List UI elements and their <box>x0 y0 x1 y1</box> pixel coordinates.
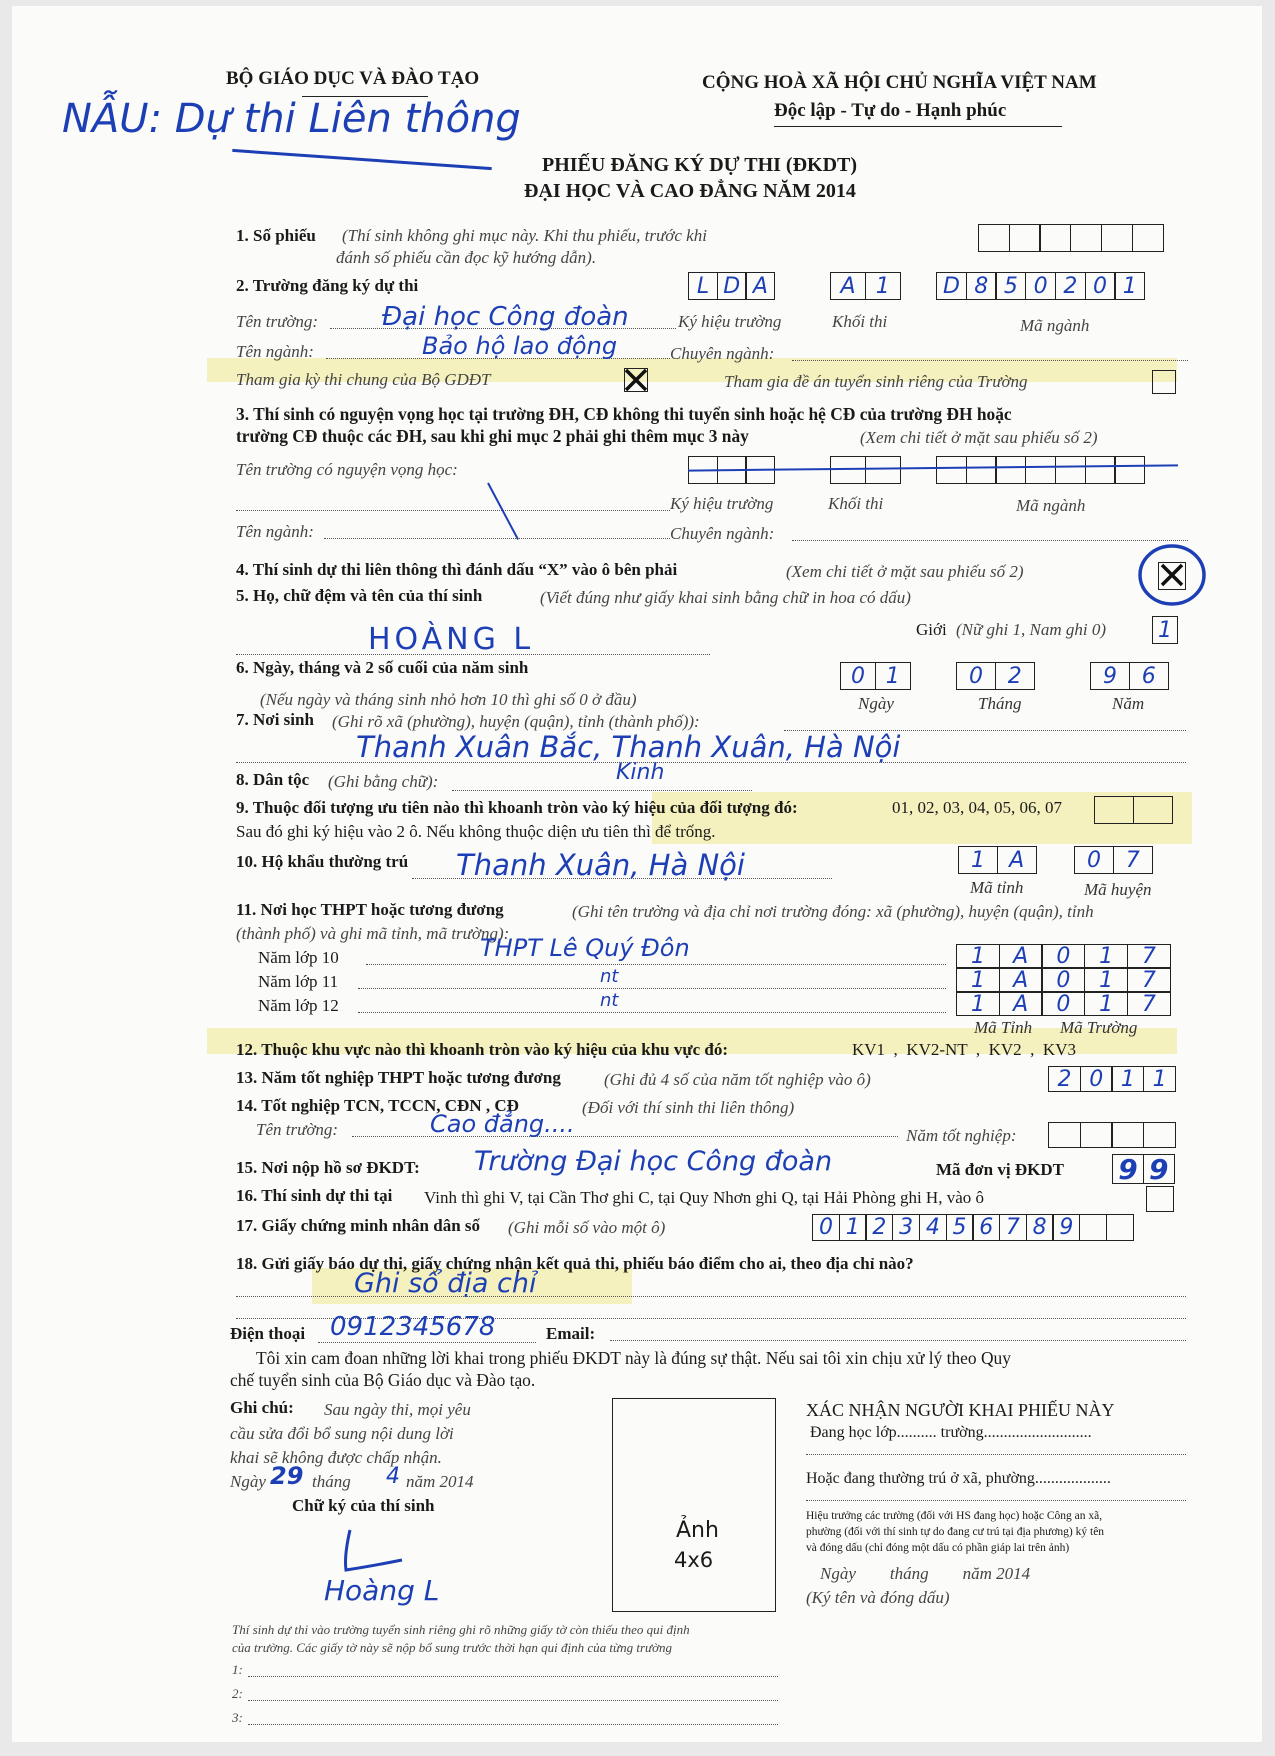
school-name-value[interactable]: Đại học Công đoàn <box>382 302 629 332</box>
signature-mark <box>332 1526 412 1576</box>
s1-label: 1. Số phiếu <box>236 226 316 245</box>
id-digit: 4 <box>919 1214 947 1241</box>
code-char: 1 <box>956 944 1000 968</box>
sign-date-month[interactable]: 4 <box>386 1464 400 1489</box>
code-char: 1 <box>1084 968 1128 992</box>
signature-text: Hoàng L <box>324 1574 440 1607</box>
submission-place[interactable]: Trường Đại học Công đoàn <box>474 1146 833 1177</box>
major-code-char: 1 <box>1114 272 1145 300</box>
note-line3: khai sẽ không được chấp nhận. <box>230 1448 442 1467</box>
id-digit: 3 <box>892 1214 920 1241</box>
day-digit: 0 <box>840 662 876 690</box>
major-name-value[interactable]: Bảo hộ lao động <box>422 332 618 360</box>
registration-form <box>12 6 1262 1742</box>
month-digit: 2 <box>995 662 1035 690</box>
mailing-address[interactable]: Ghi sổ địa chỉ <box>354 1268 537 1299</box>
code-char: 0 <box>1041 944 1085 968</box>
ministry: BỘ GIÁO DỤC VÀ ĐÀO TẠO <box>226 68 480 89</box>
confirm-title: XÁC NHẬN NGƯỜI KHAI PHIẾU NÀY <box>806 1400 1115 1420</box>
block-label: Khối thi <box>832 312 888 331</box>
school-code-char: D <box>717 272 747 300</box>
s1-note1: (Thí sinh không ghi mục này. Khi thu phiếu, trước khi <box>342 226 707 245</box>
confirm-small2: phường (đối với thí sinh tự do đang cư trú tại địa phương) ký tên <box>806 1526 1105 1538</box>
sign-date-day[interactable]: 29 <box>270 1462 304 1490</box>
province-code-caption: Mã Tỉnh <box>974 1018 1033 1037</box>
grad-year-digit: 0 <box>1080 1066 1113 1092</box>
candidate-name[interactable]: HOÀNG L <box>368 622 535 657</box>
grade11-code-boxes[interactable] <box>956 968 1170 992</box>
block-boxes[interactable] <box>830 272 899 300</box>
s10-label: 10. Hộ khẩu thường trú <box>236 852 409 871</box>
s11-line1: 11. Nơi học THPT hoặc tương đương <box>236 900 504 919</box>
confirm-small3: và đóng dấu (chỉ đóng một dấu có phần giáp lai trên ảnh) <box>806 1542 1070 1554</box>
school-code-char: A <box>745 272 775 300</box>
s14-school-label: Tên trường: <box>256 1120 339 1139</box>
code-char: 1 <box>1084 944 1128 968</box>
s3-major-code-boxes[interactable] <box>936 456 1144 484</box>
s15-label: 15. Nơi nộp hồ sơ ĐKDT: <box>236 1158 420 1177</box>
s9-line1: 9. Thuộc đối tượng ưu tiên nào thì khoanh tròn vào ký hiệu của đối tượng đó: <box>236 798 798 817</box>
own-exam-checkbox[interactable] <box>1152 370 1176 394</box>
grade12-label: Năm lớp 12 <box>258 996 339 1015</box>
grade11-label: Năm lớp 11 <box>258 972 339 991</box>
gender-box[interactable] <box>1152 616 1177 644</box>
gender-value: 1 <box>1152 616 1178 644</box>
unit-digit: 9 <box>1112 1154 1144 1184</box>
s17-note: (Ghi mỗi số vào một ô) <box>508 1218 666 1237</box>
footer-line-item-3 <box>248 1724 778 1725</box>
year-label: Năm <box>1112 694 1145 713</box>
grad-year-boxes[interactable] <box>1048 1066 1175 1092</box>
s3-block-label: Khối thi <box>828 494 884 513</box>
s13-label: 13. Năm tốt nghiệp THPT hoặc tương đương <box>236 1068 561 1087</box>
motto-underline <box>774 126 1062 127</box>
country-name: CỘNG HOÀ XÃ HỘI CHỦ NGHĨA VIỆT NAM <box>702 72 1097 93</box>
id-digit: 9 <box>1052 1214 1080 1241</box>
id-digit: 6 <box>972 1214 1000 1241</box>
birth-day-boxes[interactable] <box>840 662 909 690</box>
s3-line1: 3. Thí sinh có nguyện vọng học tại trường ĐH, CĐ không thi tuyển sinh hoặc hệ CĐ của trường ĐH hoặc <box>236 404 1012 424</box>
footer-item-3: 3: <box>232 1710 243 1725</box>
grade11-line <box>358 988 946 989</box>
s18-label: 18. Gửi giấy báo dự thi, giấy chứng nhận kết quả thi, phiếu báo điểm cho ai, theo địa chỉ nào? <box>236 1254 914 1273</box>
school-code-char: L <box>688 272 718 300</box>
phone-label: Điện thoại <box>230 1324 306 1343</box>
s8-note: (Ghi bằng chữ): <box>328 772 439 791</box>
sign-date-year: năm 2014 <box>406 1472 474 1491</box>
day-digit: 1 <box>875 662 911 690</box>
footer-item-1: 1: <box>232 1662 243 1677</box>
grad-year-digit: 1 <box>1111 1066 1144 1092</box>
month-label: Tháng <box>978 694 1022 713</box>
s3-block-boxes[interactable] <box>830 456 899 484</box>
id-digit: 2 <box>865 1214 893 1241</box>
note-line2: cầu sửa đổi bổ sung nội dung lời <box>230 1424 454 1443</box>
grade10-label: Năm lớp 10 <box>258 948 339 967</box>
email-label: Email: <box>546 1324 596 1343</box>
x-mark-icon <box>620 364 652 396</box>
residence-value[interactable]: Thanh Xuân, Hà Nội <box>456 848 745 882</box>
code-char: 7 <box>1127 992 1171 1016</box>
province-code-label: Mã tỉnh <box>970 878 1024 897</box>
s6-label: 6. Ngày, tháng và 2 số cuối của năm sinh <box>236 658 529 677</box>
ethnicity-value[interactable]: Kinh <box>616 760 665 785</box>
footer-line1: Thí sinh dự thi vào trường tuyển sinh riêng ghi rõ những giấy tờ còn thiếu theo qui định <box>232 1622 690 1637</box>
photo-placeholder[interactable] <box>612 1398 776 1612</box>
s7-label: 7. Nơi sinh <box>236 710 314 729</box>
month-digit: 0 <box>956 662 996 690</box>
day-label: Ngày <box>858 694 894 713</box>
grad-year-digit: 2 <box>1048 1066 1081 1092</box>
id-number-boxes[interactable] <box>812 1214 1132 1241</box>
x-mark-icon <box>1136 540 1208 610</box>
major-code-char: 0 <box>1085 272 1116 300</box>
school-code-caption: Mã Trường <box>1060 1018 1138 1037</box>
pledge-line1: Tôi xin cam đoan những lời khai trong phiếu ĐKDT này là đúng sự thật. Nếu sai tôi xin chịu xử lý theo Quy <box>256 1348 1011 1368</box>
province-char: 1 <box>958 846 998 874</box>
grade10-line <box>366 964 946 965</box>
s4-label: 4. Thí sinh dự thi liên thông thì đánh dấu “X” vào ô bên phải <box>236 560 678 579</box>
major-code-boxes[interactable] <box>936 272 1144 300</box>
photo-size: 4x6 <box>674 1548 714 1572</box>
code-char: 1 <box>956 968 1000 992</box>
s5-label: 5. Họ, chữ đệm và tên của thí sinh <box>236 586 483 605</box>
s16-label: 16. Thí sinh dự thi tại <box>236 1186 393 1205</box>
id-digit: 7 <box>999 1214 1027 1241</box>
s11-line1-note: (Ghi tên trường và địa chỉ nơi trường đóng: xã (phường), huyện (quận), tỉnh <box>572 902 1094 921</box>
confirm-blank-2 <box>806 1500 1186 1501</box>
s14-label: 14. Tốt nghiệp TCN, TCCN, CĐN , CĐ <box>236 1096 519 1115</box>
id-digit <box>1079 1214 1107 1241</box>
year-digit: 6 <box>1129 662 1169 690</box>
sign-date-month-label: tháng <box>312 1472 351 1491</box>
s3-code-label: Ký hiệu trường <box>670 494 774 513</box>
confirm-blank-1 <box>806 1454 1186 1455</box>
s3-major-line <box>324 538 670 539</box>
email-line <box>610 1340 1186 1341</box>
major-name-label: Tên ngành: <box>236 342 314 361</box>
strike-diagonal <box>487 483 519 540</box>
s3-spec-line <box>792 540 1188 541</box>
school-code-label: Ký hiệu trường <box>678 312 782 331</box>
form-title: PHIẾU ĐĂNG KÝ DỰ THI (ĐKDT) <box>542 154 858 176</box>
common-exam-label: Tham gia kỳ thi chung của Bộ GDĐT <box>236 370 491 389</box>
photo-label: Ảnh <box>676 1518 719 1543</box>
priority-boxes[interactable] <box>1094 796 1171 824</box>
s3-line2: trường CĐ thuộc các ĐH, sau khi ghi mục 2 phải ghi thêm mục 3 này <box>236 426 749 446</box>
s14-year-label: Năm tốt nghiệp: <box>906 1126 1017 1145</box>
motto: Độc lập - Tự do - Hạnh phúc <box>774 100 1007 121</box>
spec-label: Chuyên ngành: <box>670 344 775 363</box>
s16-note: Vinh thì ghi V, tại Cần Thơ ghi C, tại Quy Nhơn ghi Q, tại Hải Phòng ghi H, vào ô <box>424 1188 985 1207</box>
s1-note2: đánh số phiếu cần đọc kỹ hướng dẫn). <box>336 248 597 267</box>
unit-code-boxes[interactable] <box>1112 1154 1173 1184</box>
province-char: A <box>997 846 1037 874</box>
s3-spec-label: Chuyên ngành: <box>670 524 775 543</box>
residence-province-boxes[interactable] <box>958 846 1035 874</box>
phone-line <box>318 1342 536 1343</box>
s3-school-line <box>236 510 670 511</box>
s11-line2: (thành phố) và ghi mã tỉnh, mã trường): <box>236 924 510 943</box>
birth-year-boxes[interactable] <box>1090 662 1167 690</box>
id-digit: 0 <box>812 1214 840 1241</box>
grade12-school[interactable]: nt <box>600 990 619 1011</box>
id-digit: 5 <box>946 1214 974 1241</box>
s8-label: 8. Dân tộc <box>236 770 310 789</box>
spec-line <box>792 360 1188 361</box>
priority-codes: 01, 02, 03, 04, 05, 06, 07 <box>892 798 1062 817</box>
gender-note: (Nữ ghi 1, Nam ghi 0) <box>956 620 1106 639</box>
grade11-school[interactable]: nt <box>600 966 619 987</box>
sign-date-day-label: Ngày <box>230 1472 266 1491</box>
pledge-line2: chế tuyển sinh của Bộ Giáo dục và Đào tạo. <box>230 1370 536 1390</box>
s14-school-value[interactable]: Cao đẳng.... <box>430 1110 575 1138</box>
birthplace-value[interactable]: Thanh Xuân Bắc, Thanh Xuân, Hà Nội <box>356 730 901 764</box>
code-char: A <box>999 968 1043 992</box>
confirm-line2: Hoặc đang thường trú ở xã, phường................... <box>806 1470 1111 1487</box>
code-char: A <box>999 992 1043 1016</box>
school-code-boxes[interactable] <box>688 272 774 300</box>
footer-line-item-2 <box>248 1700 778 1701</box>
code-char: 0 <box>1041 968 1085 992</box>
grad-year-digit: 1 <box>1143 1066 1176 1092</box>
block-char: 1 <box>865 272 901 300</box>
s6-note: (Nếu ngày và tháng sinh nhỏ hơn 10 thì ghi số 0 ở đầu) <box>260 690 637 709</box>
year-digit: 9 <box>1090 662 1130 690</box>
code-char: 0 <box>1041 992 1085 1016</box>
s7-note: (Ghi rõ xã (phường), huyện (quận), tỉnh (thành phố)): <box>332 712 700 731</box>
s14-note: (Đối với thí sinh thi liên thông) <box>582 1098 795 1117</box>
school-name-label: Tên trường: <box>236 312 319 331</box>
major-code-char: D <box>936 272 967 300</box>
major-code-char: 8 <box>966 272 997 300</box>
gender-label: Giới <box>916 620 947 639</box>
district-code-label: Mã huyện <box>1084 880 1152 899</box>
code-char: 1 <box>956 992 1000 1016</box>
s3-major-label: Tên ngành: <box>236 522 314 541</box>
code-char: A <box>999 944 1043 968</box>
major-code-char: 0 <box>1025 272 1056 300</box>
district-char: 7 <box>1113 846 1153 874</box>
s14-year-boxes[interactable] <box>1048 1122 1175 1148</box>
major-code-label: Mã ngành <box>1020 316 1090 335</box>
sample-note: NẪU: Dự thi Liên thông <box>62 96 521 142</box>
code-char: 1 <box>1084 992 1128 1016</box>
footer-item-2: 2: <box>232 1686 243 1701</box>
residence-district-boxes[interactable] <box>1074 846 1151 874</box>
s5-note: (Viết đúng như giấy khai sinh bằng chữ in hoa có dấu) <box>540 588 911 607</box>
region-options[interactable]: KV1 , KV2-NT , KV2 , KV3 <box>852 1040 1076 1059</box>
s2-label: 2. Trường đăng ký dự thi <box>236 276 419 295</box>
grade12-code-boxes[interactable] <box>956 992 1170 1016</box>
form-subtitle: ĐẠI HỌC VÀ CAO ĐẲNG NĂM 2014 <box>524 180 856 202</box>
district-char: 0 <box>1074 846 1114 874</box>
birth-month-boxes[interactable] <box>956 662 1033 690</box>
s9-line2: Sau đó ghi ký hiệu vào 2 ô. Nếu không thuộc diện ưu tiên thì để trống. <box>236 822 716 841</box>
form-number-boxes[interactable] <box>978 224 1162 252</box>
s17-label: 17. Giấy chứng minh nhân dân số <box>236 1216 481 1235</box>
s12-label: 12. Thuộc khu vực nào thì khoanh tròn vào ký hiệu của khu vực đó: <box>236 1040 728 1059</box>
s4-note: (Xem chi tiết ở mặt sau phiếu số 2) <box>786 562 1024 581</box>
s3-major-code-label: Mã ngành <box>1016 496 1086 515</box>
confirm-line1: Đang học lớp.......... trường........................... <box>810 1424 1092 1441</box>
major-code-char: 2 <box>1055 272 1086 300</box>
id-digit: 1 <box>839 1214 867 1241</box>
s13-note: (Ghi đủ 4 số của năm tốt nghiệp vào ô) <box>604 1070 871 1089</box>
code-char: 7 <box>1127 968 1171 992</box>
own-exam-label: Tham gia đề án tuyển sinh riêng của Trường <box>724 372 1028 391</box>
code-char: 7 <box>1127 944 1171 968</box>
grade12-line <box>358 1012 946 1013</box>
note-line1: Sau ngày thi, mọi yêu <box>324 1400 471 1419</box>
confirm-date: Ngày tháng năm 2014 <box>820 1564 1031 1583</box>
grade10-school[interactable]: THPT Lê Quý Đôn <box>480 934 690 962</box>
exam-site-box[interactable] <box>1146 1186 1174 1212</box>
footer-line2: của trường. Các giấy tờ này sẽ nộp bổ sung trước thời hạn qui định của từng trường <box>232 1640 673 1655</box>
block-char: A <box>830 272 866 300</box>
sample-note-underline <box>232 149 492 170</box>
s3-school-label: Tên trường có nguyện vọng học: <box>236 460 458 479</box>
s3-line2-note: (Xem chi tiết ở mặt sau phiếu số 2) <box>860 428 1098 447</box>
phone-value[interactable]: 0912345678 <box>330 1312 496 1342</box>
signature-label: Chữ ký của thí sinh <box>292 1496 435 1515</box>
unit-digit: 9 <box>1143 1154 1175 1184</box>
ethnicity-line <box>452 790 752 791</box>
major-code-char: 5 <box>995 272 1026 300</box>
id-digit <box>1106 1214 1134 1241</box>
confirm-sign: (Ký tên và đóng dấu) <box>806 1588 950 1607</box>
grade10-code-boxes[interactable] <box>956 944 1170 968</box>
confirm-small1: Hiệu trưởng các trường (đối với HS đang học) hoặc Công an xã, <box>806 1510 1103 1522</box>
id-digit: 8 <box>1026 1214 1054 1241</box>
note-label: Ghi chú: <box>230 1398 294 1417</box>
unit-code-label: Mã đơn vị ĐKDT <box>936 1160 1064 1179</box>
footer-line-item-1 <box>248 1676 778 1677</box>
